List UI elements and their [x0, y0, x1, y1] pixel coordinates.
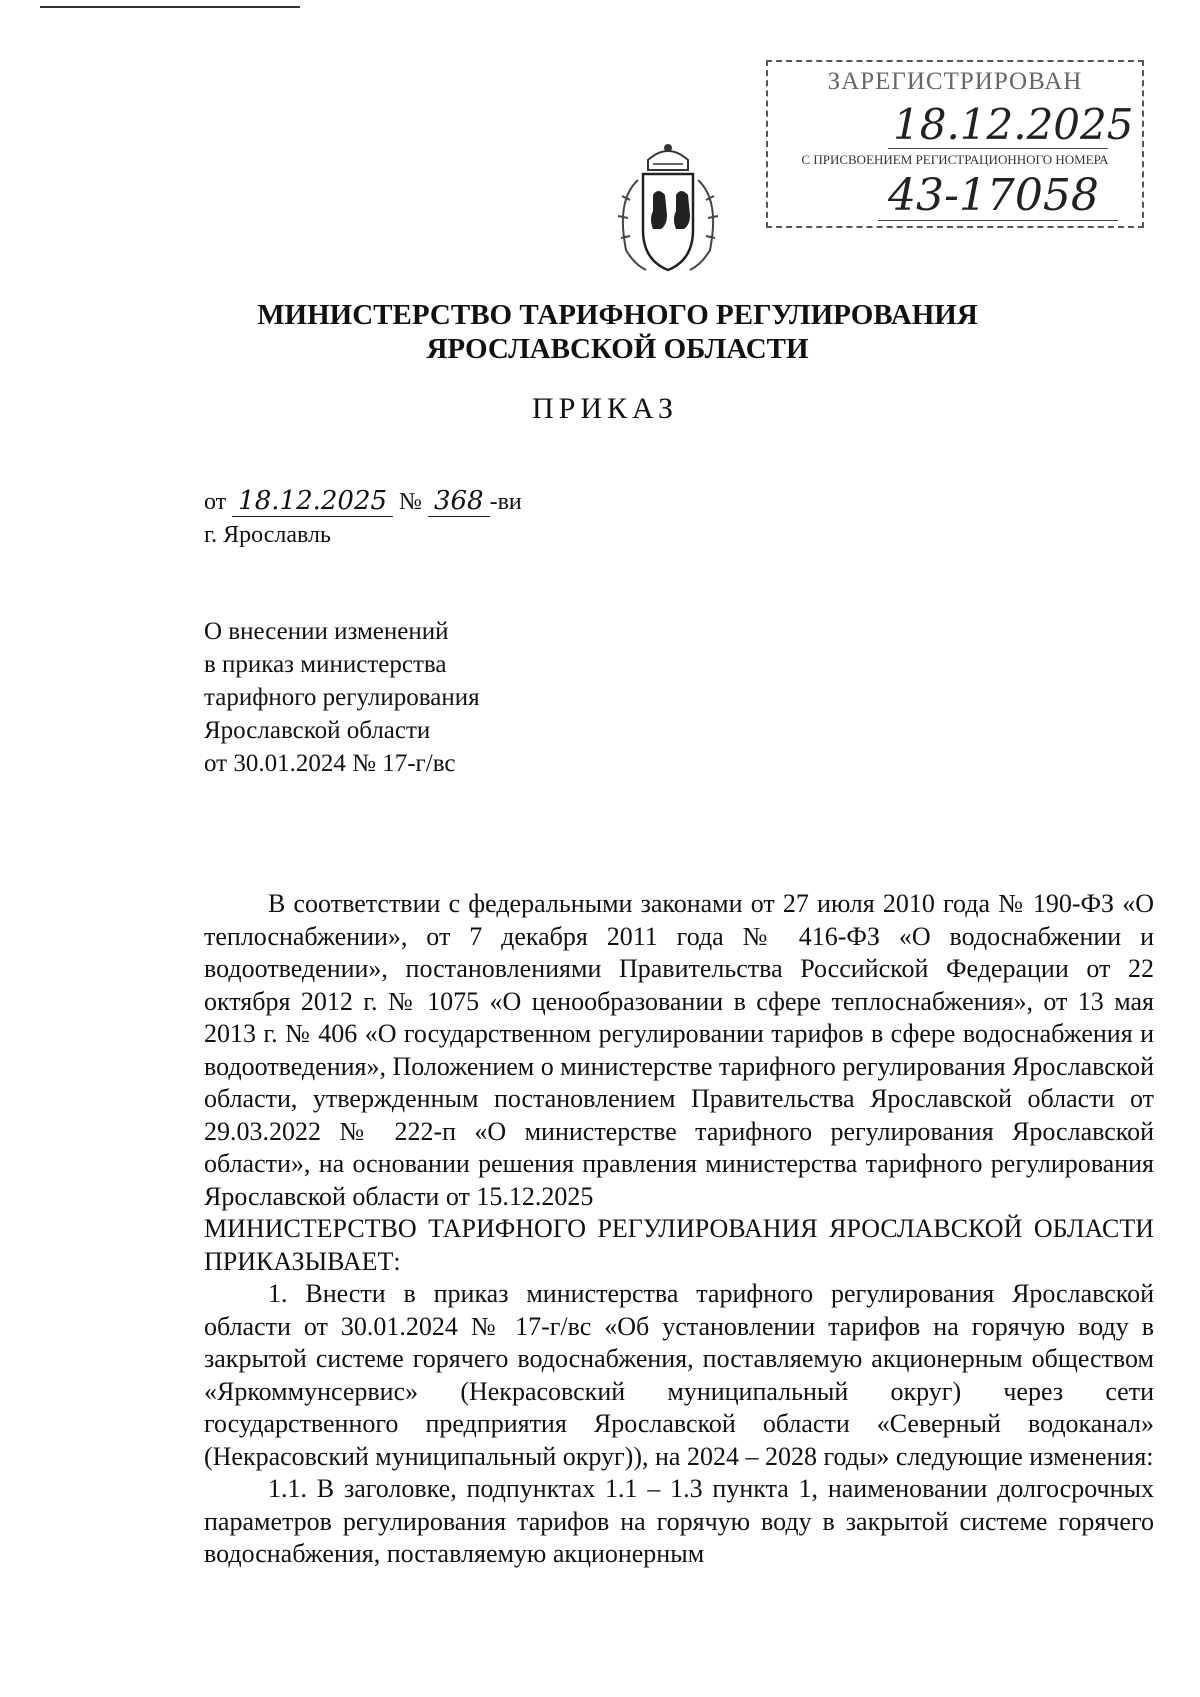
stamp-number: 43-17058: [888, 170, 1099, 221]
order-body: [204, 888, 1154, 1571]
item-1-1-paragraph: 1.1. В заголовке, подпунктах 1.1 – 1.3 пункта 1, наименовании долгосрочных параметров регулирования тарифов на горячую воду в закрытой системе горячего водоснабжения, поставляемую акционерным: [204, 1474, 1154, 1568]
top-rule: [40, 6, 300, 8]
subject-line: Ярославской области: [204, 717, 431, 744]
item-1-paragraph: 1. Внести в приказ министерства тарифного регулирования Ярославской области от 30.01.2024 № 17-г/вс «Об установлении тарифов на горячую воду в закрытой системе горячего водоснабжения, поставляемую акционерным обществом «Яркоммунсервис» (Некрасовский муниципальный округ) через сети государственного предприятия Ярославской области «Северный водоканал» (Некрасовский муниципальный округ)), на 2024 – 2028 годы» следующие изменения:: [204, 1279, 1154, 1471]
stamp-title: ЗАРЕГИСТРИРОВАН: [827, 68, 1083, 95]
registration-stamp: [766, 60, 1144, 228]
stamp-divider: [888, 148, 1108, 149]
city: г. Ярославль: [204, 522, 331, 548]
resolution-paragraph: МИНИСТЕРСТВО ТАРИФНОГО РЕГУЛИРОВАНИЯ ЯРОСЛАВСКОЙ ОБЛАСТИ ПРИКАЗЫВАЕТ:: [204, 1214, 1154, 1276]
date-prefix: от: [204, 489, 227, 515]
preamble-paragraph: В соответствии с федеральными законами от 27 июля 2010 года № 190-ФЗ «О теплоснабжении», от 7 декабря 2011 года № 416-ФЗ «О водоснабжении и водоотведении», постановлениями Правительства Российской Федерации от 22 октября 2012 г. № 1075 «О ценообразовании в сфере теплоснабжения», от 13 мая 2013 г. № 406 «О государственном регулировании тарифов в сфере водоснабжения и водоотведения», Положением о министерстве тарифного регулирования Ярославской области, утвержденным постановлением Правительства Ярославской области от 29.03.2022 № 222-п «О министерстве тарифного регулирования Ярославской области», на основании решения правления министерства тарифного регулирования Ярославской области от 15.12.2025: [204, 889, 1154, 1211]
number-prefix: №: [399, 489, 422, 515]
stamp-caption: С ПРИСВОЕНИЕМ РЕГИСТРАЦИОННОГО НОМЕРА: [801, 152, 1109, 167]
coat-of-arms-icon: [608, 140, 728, 280]
ministry-line-1: МИНИСТЕРСТВО ТАРИФНОГО РЕГУЛИРОВАНИЯ: [257, 299, 978, 331]
stamp-date: 18.12.2025: [893, 100, 1134, 149]
subject-line: О внесении изменений: [204, 618, 449, 645]
subject-line: в приказ министерства: [204, 651, 447, 678]
number-suffix: -ви: [489, 489, 522, 515]
document-type: ПРИКАЗ: [532, 392, 678, 425]
order-subject: [204, 615, 480, 780]
order-number: 368: [428, 486, 490, 517]
subject-line: тарифного регулирования: [204, 684, 480, 711]
order-date: 18.12.2025: [232, 486, 393, 517]
order-date-line: [204, 486, 522, 516]
stamp-divider: [878, 220, 1118, 221]
ministry-heading: [0, 298, 1200, 366]
subject-line: от 30.01.2024 № 17-г/вс: [204, 750, 456, 777]
ministry-line-2: ЯРОСЛАВСКОЙ ОБЛАСТИ: [426, 333, 809, 365]
